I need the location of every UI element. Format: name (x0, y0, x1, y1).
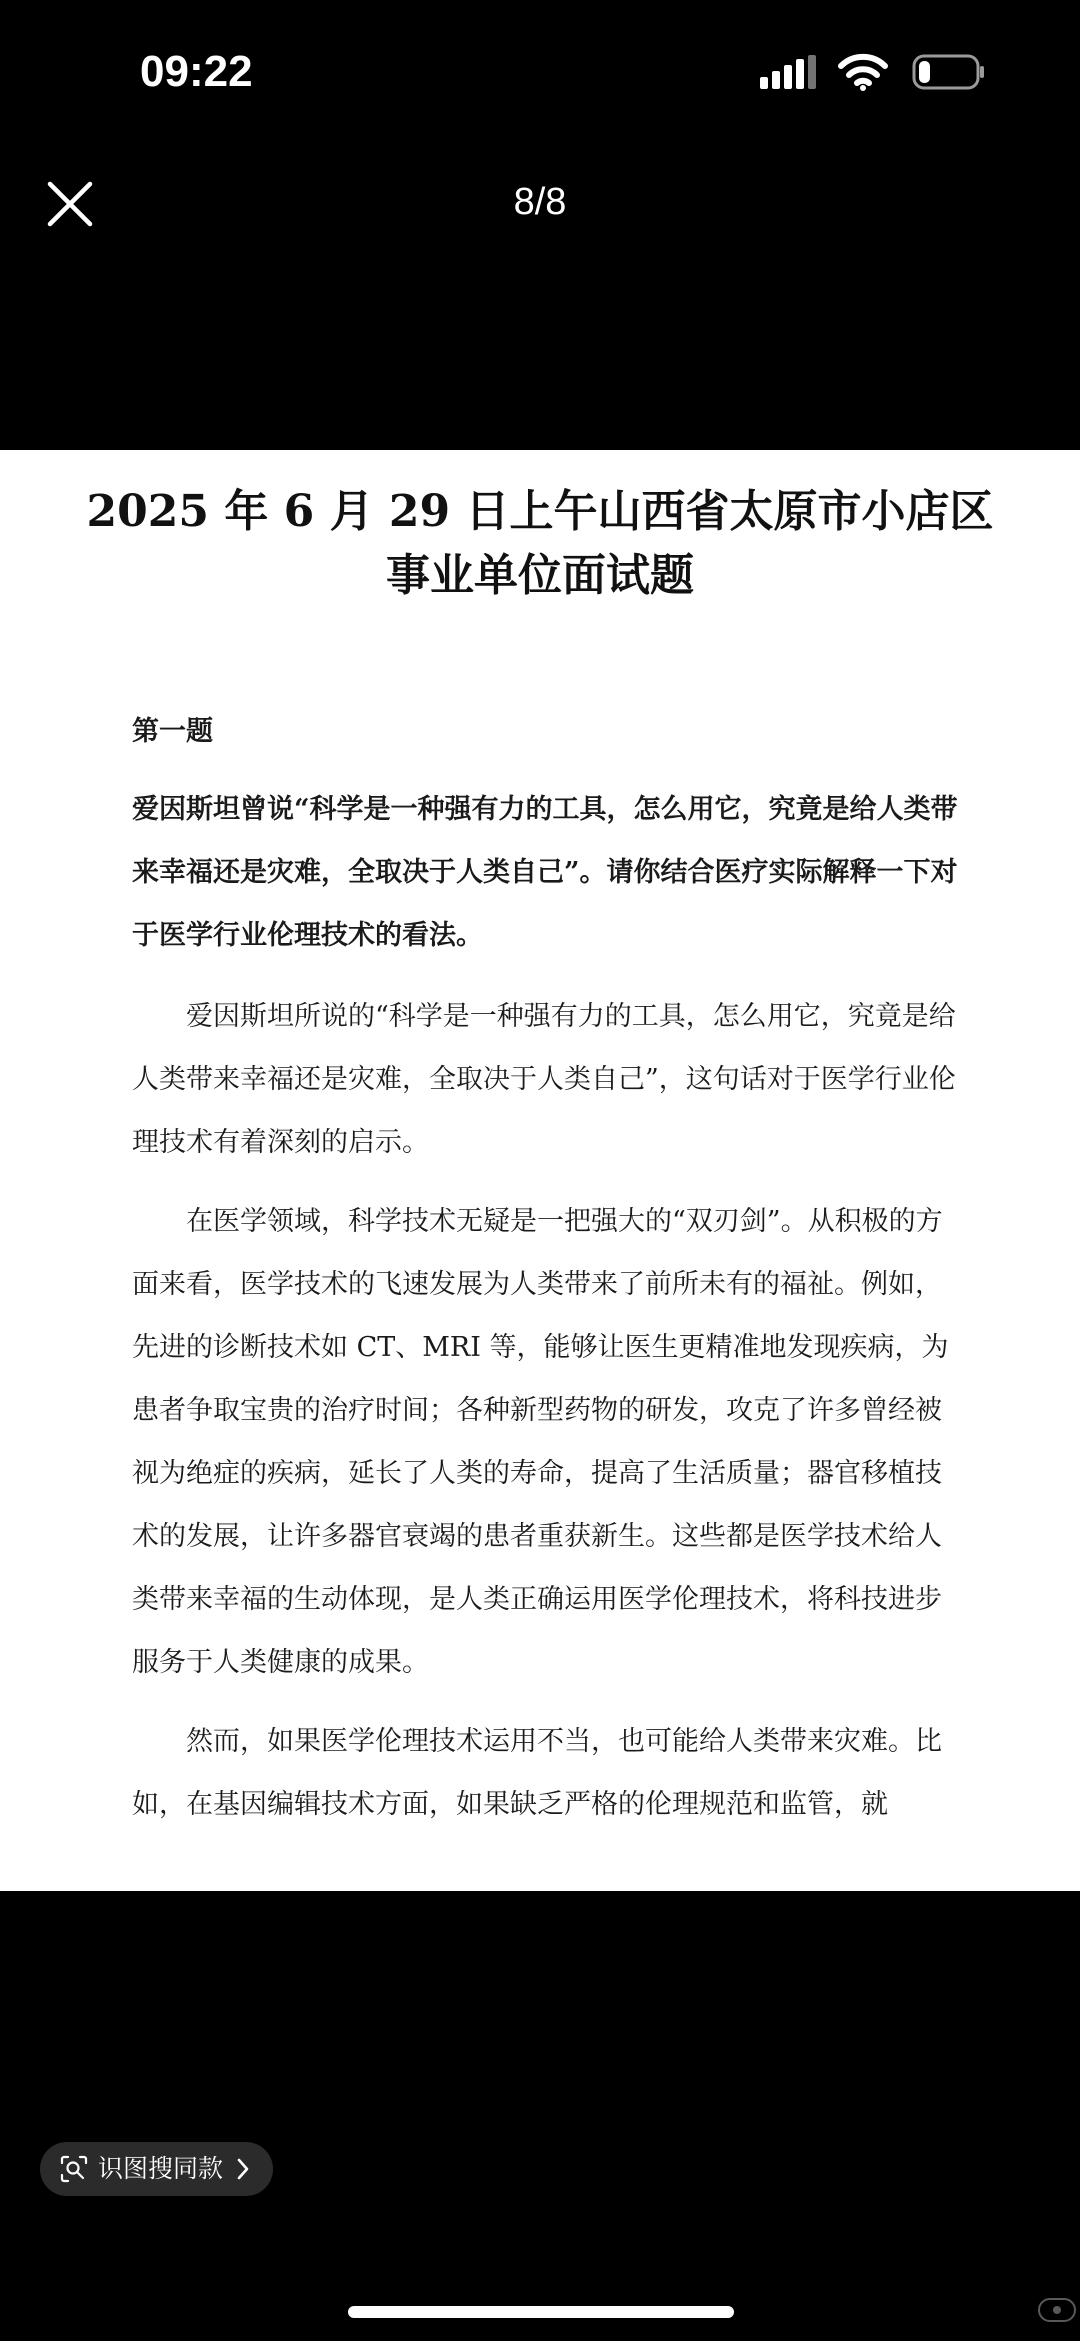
page-counter: 8/8 (513, 181, 567, 223)
wifi-icon (838, 53, 888, 91)
document-title-line-1: 2025 年 6 月 29 日上午山西省太原市小店区 (86, 486, 994, 537)
paragraph: 爱因斯坦所说的“科学是一种强有力的工具，怎么用它，究竟是给人类带来幸福还是灾难，全取决于人类自己”，这句话对于医学行业伦理技术有着深刻的启示。 (132, 1001, 956, 1158)
home-indicator[interactable] (348, 2306, 734, 2318)
question-text: 爱因斯坦曾说“科学是一种强有力的工具，怎么用它，究竟是给人类带来幸福还是灾难，全取决于人类自己”。请你结合医疗实际解释一下对于医学行业伦理技术的看法。 (132, 794, 958, 951)
document-image[interactable] (0, 450, 1080, 1891)
paragraph: 在医学领域，科学技术无疑是一把强大的“双刃剑”。从积极的方面来看，医学技术的飞速发展为人类带来了前所未有的福祉。例如，先进的诊断技术如 CT、MRI 等，能够让医生更精准地发现疾病，为患者争取宝贵的治疗时间；各种新型药物的研发，攻克了许多曾经被视为绝症的疾病，延长了人类的寿命，提高了生活质量；器官移植技术的发展，让许多器官衰竭的患者重获新生。这些都是医学技术给人类带来幸福的生动体现，是人类正确运用医学伦理技术，将科技进步服务于人类健康的成果。 (132, 1206, 949, 1678)
close-icon[interactable] (44, 178, 96, 230)
paragraph: 然而，如果医学伦理技术运用不当，也可能给人类带来灾难。比如，在基因编辑技术方面，如果缺乏严格的伦理规范和监管，就 (132, 1726, 942, 1820)
document-title-line-2: 事业单位面试题 (386, 550, 694, 601)
status-icons (760, 52, 986, 92)
watermark-logo-icon (1038, 2298, 1076, 2322)
battery-icon (912, 54, 986, 90)
image-search-label: 识图搜同款 (98, 2154, 224, 2183)
image-search-icon (60, 2155, 88, 2183)
document-body (132, 716, 964, 1852)
document-title (0, 480, 1080, 608)
image-search-button[interactable] (40, 2142, 273, 2196)
chevron-right-icon (235, 2157, 251, 2181)
cellular-signal-icon (760, 55, 816, 89)
status-time: 09:22 (140, 47, 253, 96)
section-heading: 第一题 (132, 716, 213, 747)
